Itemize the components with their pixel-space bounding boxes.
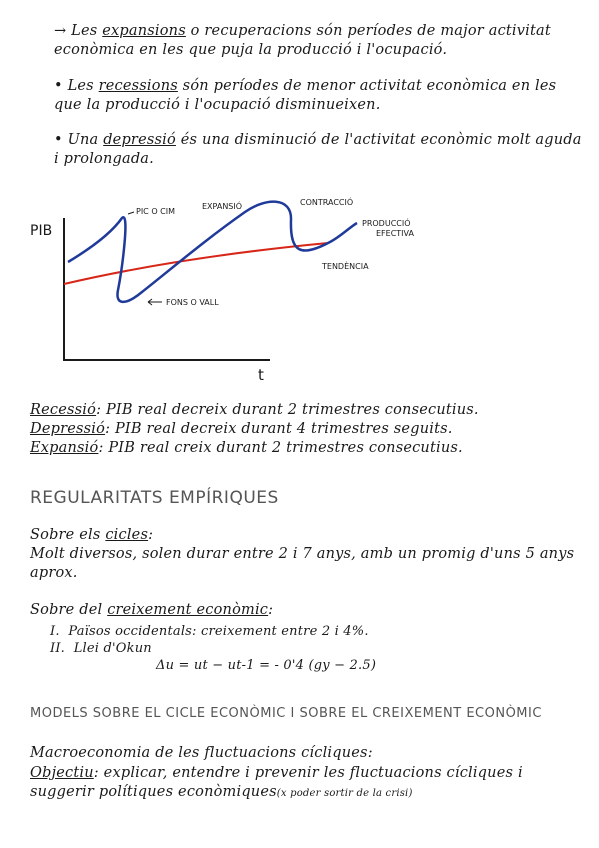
trough-arrow-icon — [148, 299, 162, 305]
label-peak: PIC O CIM — [136, 207, 175, 216]
okun-formula: Δu = ut − ut-1 = - 0'4 (gy − 2.5) — [156, 658, 377, 673]
definition-depression: Depressió: PIB real decreix durant 4 trimestres seguits. — [30, 421, 453, 437]
bullet-expansions: → Les expansions o recuperacions són períodes de major activitat econòmica en les que puja la producció i l'ocupació. — [54, 23, 551, 58]
bullet-dot-icon: • — [54, 132, 68, 148]
effective-production-line — [68, 202, 357, 302]
label-effective-production-1: PRODUCCIÓ — [362, 219, 411, 228]
label-expansion: EXPANSIÓ — [202, 202, 243, 211]
definition-recession: Recessió: PIB real decreix durant 2 trimestres consecutius. — [30, 402, 479, 418]
cycles-heading: Sobre els cicles: — [30, 527, 154, 543]
term-depression: depressió — [103, 132, 176, 148]
growth-item-2: II. Llei d'Okun — [50, 641, 152, 656]
bullet-recessions: • Les recessions són períodes de menor activitat econòmica en les que la producció i l'ocupació disminueixen. — [54, 78, 557, 113]
cycles-text: Molt diversos, solen durar entre 2 i 7 anys, amb un promig d'uns 5 anys aprox. — [30, 546, 575, 581]
peak-arrow-icon — [128, 212, 134, 214]
arrow-icon: → — [54, 23, 72, 39]
term-recessions: recessions — [98, 78, 178, 94]
definition-expansion: Expansió: PIB real creix durant 2 trimestres consecutius. — [30, 440, 463, 456]
label-trend: TENDÈNCIA — [322, 262, 369, 271]
bullet-dot-icon: • — [54, 78, 68, 94]
y-axis-label: PIB — [30, 223, 53, 239]
label-trough: FONS O VALL — [166, 298, 219, 307]
x-axis-label: t — [258, 366, 264, 384]
axes — [64, 218, 270, 360]
objective-paragraph: Objectiu: explicar, entendre i prevenir les fluctuacions cícliques i suggerir polítiques econòmiques(x poder sortir de la crisi) — [30, 765, 523, 800]
term-expansions: expansions — [102, 23, 186, 39]
macroeconomics-line: Macroeconomia de les fluctuacions cícliques: — [30, 745, 373, 761]
business-cycle-diagram — [30, 190, 430, 385]
heading-empirical-regularities: REGULARITATS EMPÍRIQUES — [30, 488, 279, 508]
heading-models: MODELS SOBRE EL CICLE ECONÒMIC I SOBRE EL CREIXEMENT ECONÒMIC — [30, 706, 542, 721]
bullet-depression: • Una depressió és una disminució de l'activitat econòmic molt aguda i prolongada. — [54, 132, 582, 167]
growth-heading: Sobre del creixement econòmic: — [30, 602, 274, 618]
label-contraction: CONTRACCIÓ — [300, 198, 354, 207]
label-effective-production-2: EFECTIVA — [376, 229, 414, 238]
growth-item-1: I. Països occidentals: creixement entre 2 i 4%. — [50, 624, 369, 639]
